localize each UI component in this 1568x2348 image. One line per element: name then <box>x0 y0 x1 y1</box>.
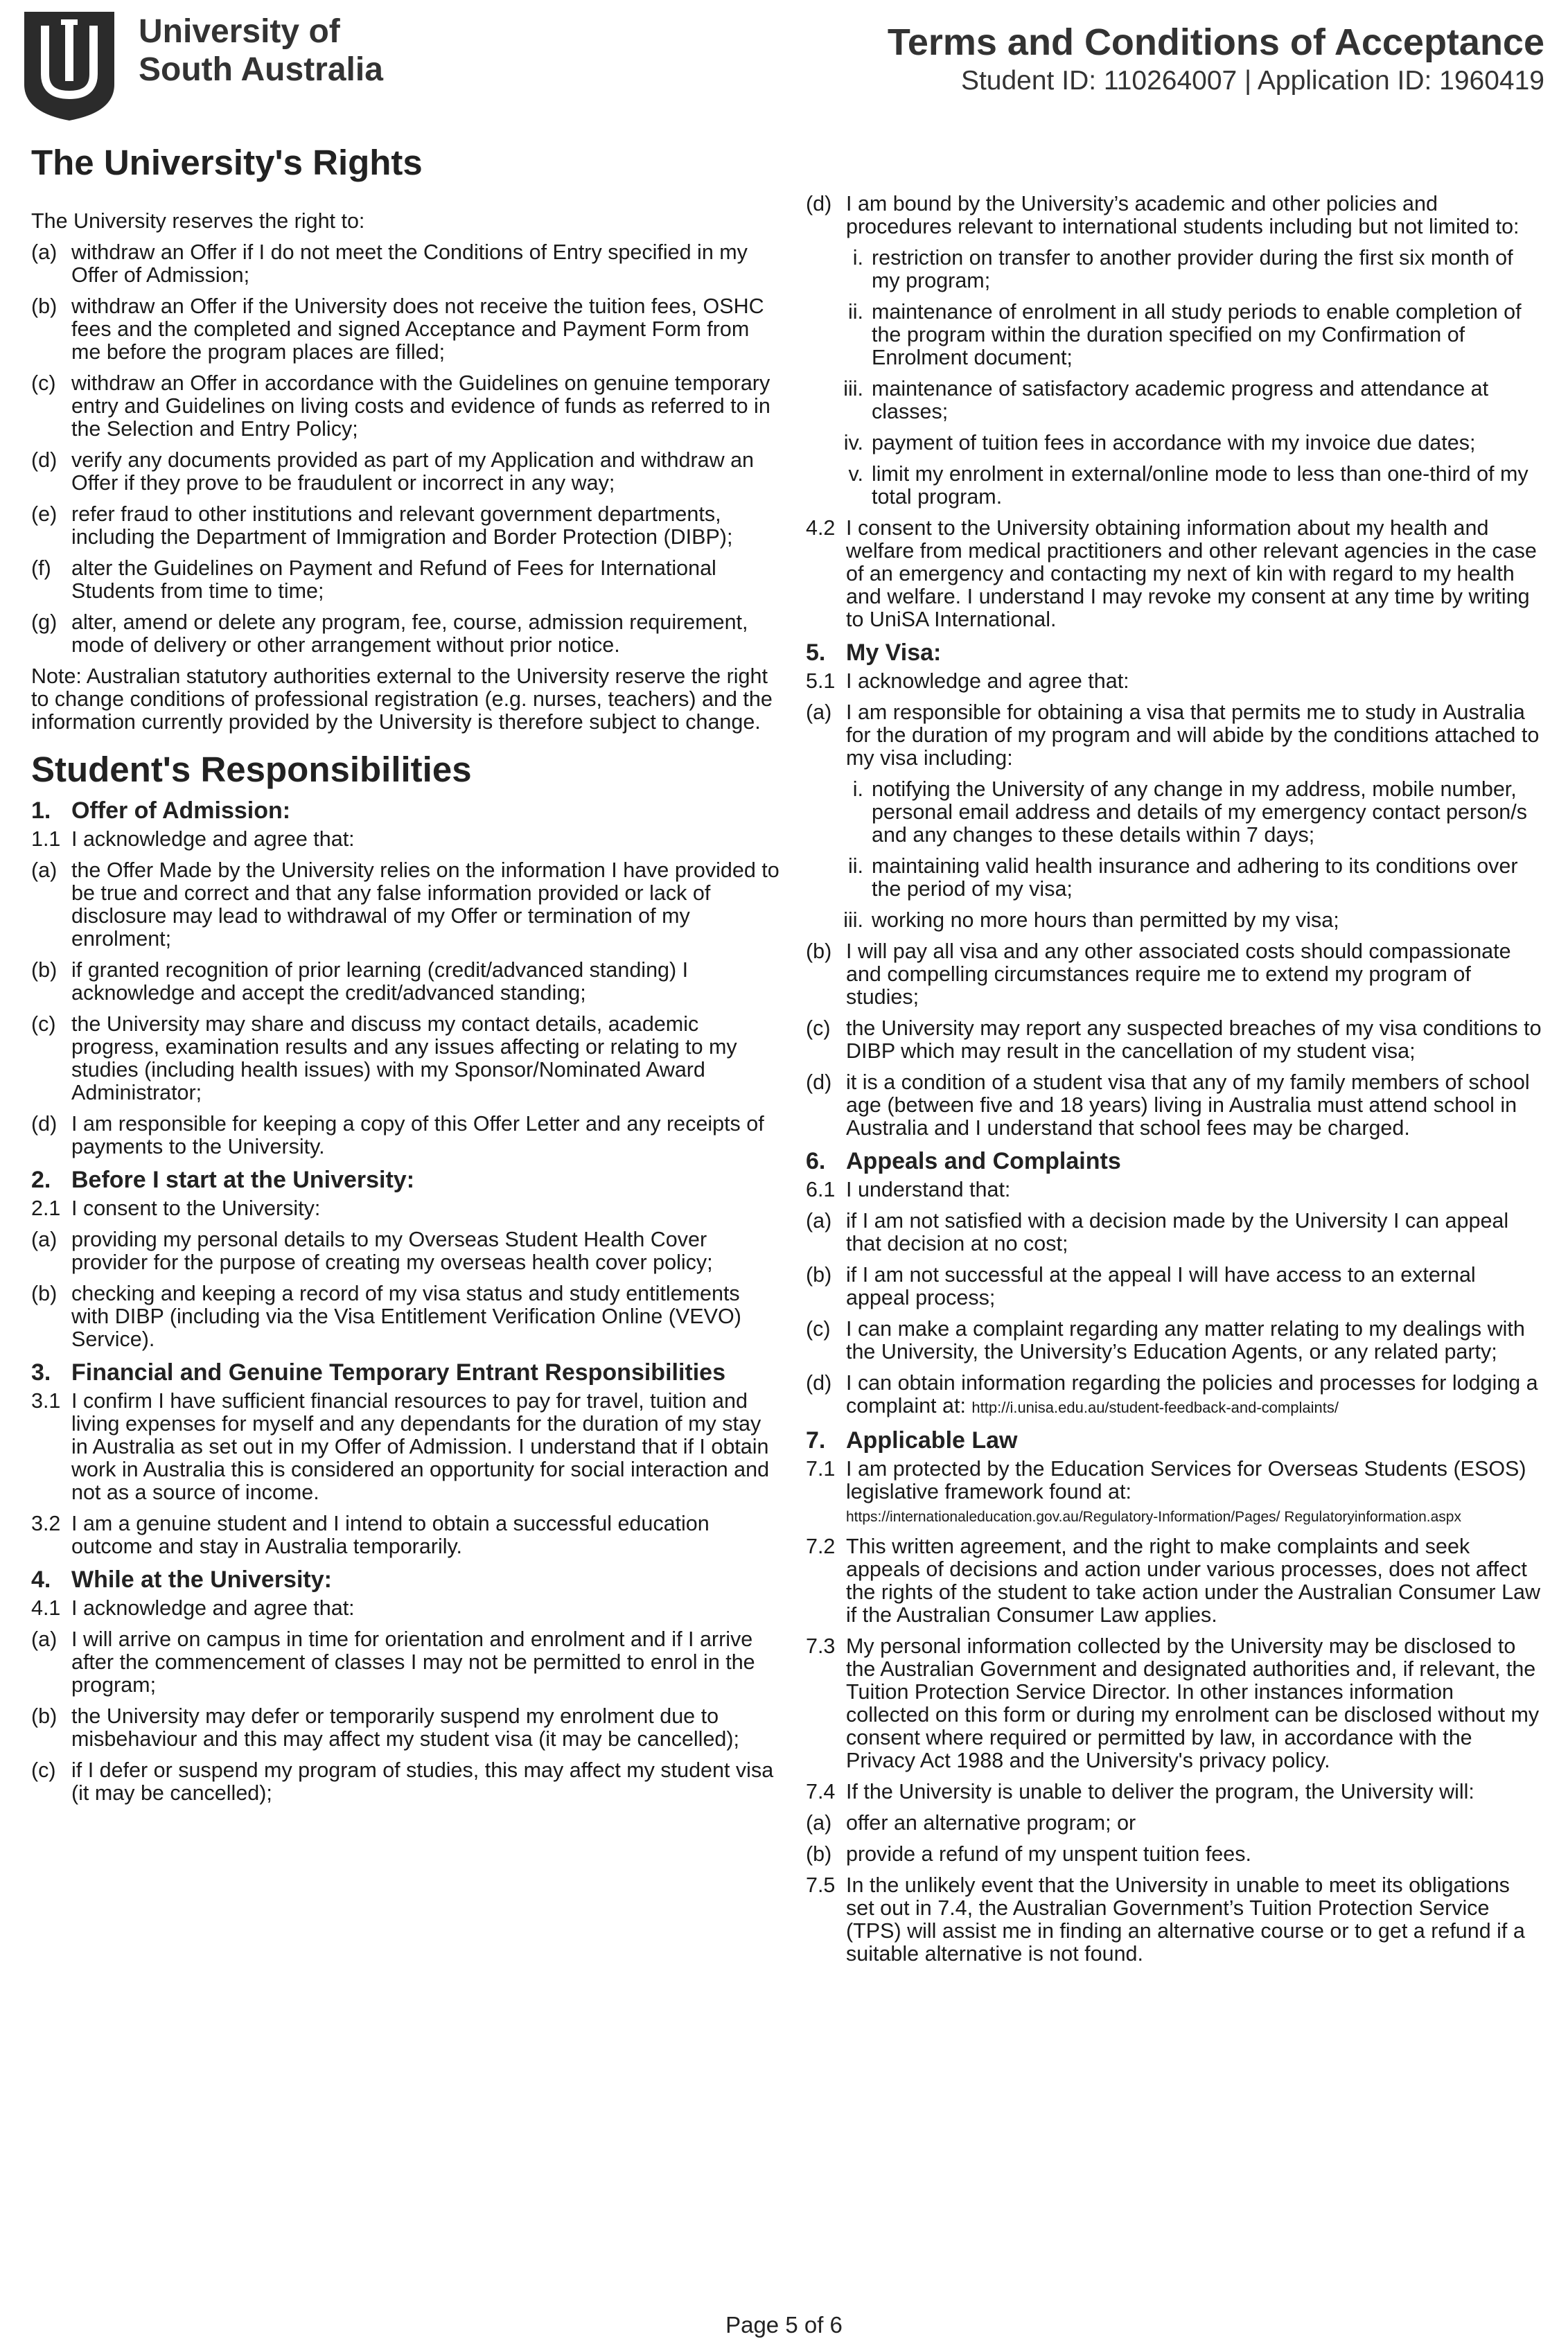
sub-list-item <box>806 378 1542 423</box>
item-label: (a) <box>806 1209 832 1233</box>
list-item <box>806 1264 1542 1309</box>
university-logo-icon <box>21 8 118 123</box>
section-number: 6. <box>806 1148 826 1174</box>
item-text: the University may defer or temporarily suspend my enrolment due to misbehaviour and this may affect my student visa (it may be cancelled); <box>71 1704 740 1751</box>
item-text: offer an alternative program; or <box>846 1811 1136 1835</box>
list-item <box>806 1843 1542 1866</box>
item-text: if I am not successful at the appeal I will have access to an external appeal process; <box>846 1263 1476 1309</box>
sub-list-item <box>806 909 1542 932</box>
list-item <box>31 1512 783 1558</box>
sub-list-item <box>806 778 1542 847</box>
item-text: I confirm I have sufficient financial resources to pay for travel, tuition and living expenses for myself and any dependants for the duration of my stay in Australia as set out in my Offer of Admission. I understand that if I obtain work in Australia this is considered an opportunity for social interaction and not as a source of income. <box>71 1389 770 1504</box>
item-text: the Offer Made by the University relies on the information I have provided to be true and correct and that any false information provided or lack of disclosure may lead to withdrawal of my Offer or termination of my enrolment; <box>71 858 779 951</box>
s71-text: I am protected by the Education Services for Overseas Students (ESOS) legislative framework found at: <box>846 1457 1526 1503</box>
item-label: 2.1 <box>31 1197 61 1220</box>
list-item <box>806 1372 1542 1419</box>
university-name-line2: South Australia <box>139 51 383 88</box>
item-label: 7.1 <box>806 1457 836 1481</box>
item-text: I acknowledge and agree that: <box>846 669 1129 693</box>
list-item <box>806 940 1542 1009</box>
list-item <box>806 1318 1542 1363</box>
item-label: (a) <box>31 1228 58 1251</box>
section-title: My Visa: <box>846 639 942 666</box>
list-item <box>31 372 783 441</box>
section-number: 4. <box>31 1566 51 1593</box>
complaints-link[interactable]: http://i.unisa.edu.au/student-feedback-and-complaints/ <box>971 1399 1339 1416</box>
list-item <box>806 1458 1542 1527</box>
item-label: i. <box>852 246 863 270</box>
item-label: 6.1 <box>806 1178 836 1201</box>
list-item <box>806 1210 1542 1255</box>
responsibilities-heading: Student's Responsibilities <box>31 750 472 789</box>
list-item <box>31 557 783 603</box>
item-label: (b) <box>806 1263 832 1287</box>
item-text: I consent to the University: <box>71 1197 321 1220</box>
item-text: withdraw an Offer if I do not meet the Conditions of Entry specified in my Offer of Admission; <box>71 240 748 287</box>
item-label: (c) <box>31 371 56 395</box>
rights-heading: The University's Rights <box>31 143 423 182</box>
item-text: I will pay all visa and any other associated costs should compassionate and compelling circumstances require me to extend my program of studies; <box>846 939 1511 1009</box>
university-name-line1: University of <box>139 13 340 50</box>
list-item <box>31 959 783 1005</box>
section-heading <box>806 1427 1542 1454</box>
section-number: 1. <box>31 797 51 824</box>
item-text: I can make a complaint regarding any matter relating to my dealings with the University, the University’s Education Agents, or any related party; <box>846 1317 1525 1363</box>
item-label: 7.4 <box>806 1780 836 1803</box>
item-label: ii. <box>847 854 863 878</box>
list-item <box>31 241 783 287</box>
item-text: withdraw an Offer if the University does not receive the tuition fees, OSHC fees and the completed and signed Acceptance and Payment Form from me before the program places are filled; <box>71 294 764 364</box>
list-item <box>31 859 783 951</box>
item-label: (d) <box>31 448 58 472</box>
item-label: 3.1 <box>31 1389 61 1413</box>
item-text: alter, amend or delete any program, fee, course, admission requirement, mode of delivery or other arrangement without prior notice. <box>71 610 748 657</box>
item-label: (d) <box>806 192 832 215</box>
section-number: 7. <box>806 1427 826 1454</box>
item-text <box>846 1458 1542 1527</box>
item-d-text: I can obtain information regarding the policies and processes for lodging a complaint at: <box>846 1371 1538 1418</box>
item-label: iv. <box>843 431 863 454</box>
item-label: (b) <box>31 958 58 982</box>
rights-note: Note: Australian statutory authorities external to the University reserve the right to change conditions of professional registration (e.g. nurses, teachers) and the information currently provided by the University is therefore subject to change. <box>31 664 773 734</box>
sub-list-item <box>806 432 1542 454</box>
item-text: it is a condition of a student visa that any of my family members of school age (between five and 18 years) living in Australia must attend school in Australia and I understand that school fees may be charged. <box>846 1070 1530 1140</box>
item-text: I acknowledge and agree that: <box>71 1596 355 1620</box>
list-item <box>806 193 1542 238</box>
list-item <box>31 1759 783 1805</box>
item-label: (f) <box>31 556 51 580</box>
list-item <box>31 1705 783 1751</box>
sub-list-item <box>806 247 1542 292</box>
item-text: I am responsible for keeping a copy of this Offer Letter and any receipts of payments to the University. <box>71 1112 764 1158</box>
item-label: (b) <box>31 1282 58 1305</box>
list-item <box>806 1812 1542 1835</box>
item-label: (d) <box>31 1112 58 1136</box>
item-label: (c) <box>31 1012 56 1036</box>
item-label: (a) <box>31 1627 58 1651</box>
page-number: Page 5 of 6 <box>725 2312 843 2338</box>
item-label: iii. <box>843 377 863 400</box>
section-title: Offer of Admission: <box>71 797 291 824</box>
section-heading <box>31 797 783 824</box>
list-item <box>806 1635 1542 1772</box>
item-text: alter the Guidelines on Payment and Refund of Fees for International Students from time to time; <box>71 556 716 603</box>
item-text: restriction on transfer to another provider during the first six month of my program; <box>872 246 1513 292</box>
item-label: 4.1 <box>31 1596 61 1620</box>
item-label: (a) <box>31 240 58 264</box>
list-item <box>806 1071 1542 1140</box>
rights-intro: The University reserves the right to: <box>31 209 365 233</box>
item-text: This written agreement, and the right to make complaints and seek appeals of decisions and action under various processes, does not affect the rights of the student to take action under the Australian Consumer Law if the Australian Consumer Law applies. <box>846 1535 1541 1627</box>
list-item <box>31 1628 783 1697</box>
section-heading <box>806 639 1542 666</box>
item-label: 7.2 <box>806 1535 836 1558</box>
item-label: (c) <box>806 1317 831 1341</box>
esos-link[interactable]: https://internationaleducation.gov.au/Regulatory-Information/Pages/ Regulatoryinformation.aspx <box>846 1509 1461 1525</box>
document-ids: Student ID: 110264007 | Application ID: 1960419 <box>960 66 1544 96</box>
item-text: notifying the University of any change in my address, mobile number, personal email address and details of my emergency contact person/s and any changes to these details within 7 days; <box>872 777 1527 847</box>
section-heading <box>31 1566 783 1593</box>
item-text: payment of tuition fees in accordance with my invoice due dates; <box>872 431 1476 454</box>
list-item <box>806 701 1542 770</box>
list-item <box>31 1390 783 1504</box>
sub-list-item <box>806 463 1542 509</box>
list-item <box>806 670 1542 693</box>
list-item <box>806 517 1542 631</box>
item-label: (a) <box>31 858 58 882</box>
item-text: maintaining valid health insurance and adhering to its conditions over the period of my visa; <box>872 854 1518 901</box>
item-text: I acknowledge and agree that: <box>71 827 355 851</box>
section-heading <box>31 1167 783 1193</box>
sub-list-item <box>806 855 1542 901</box>
section-title: Applicable Law <box>846 1427 1018 1454</box>
item-label: (d) <box>806 1070 832 1094</box>
list-item <box>31 1282 783 1351</box>
item-label: (c) <box>31 1758 56 1782</box>
item-text: limit my enrolment in external/online mode to less than one-third of my total program. <box>872 462 1529 509</box>
item-text: I am a genuine student and I intend to obtain a successful education outcome and stay in Australia temporarily. <box>71 1512 710 1558</box>
list-item <box>806 1781 1542 1803</box>
item-text: I understand that: <box>846 1178 1011 1201</box>
university-name <box>139 12 383 89</box>
item-label: (b) <box>806 1842 832 1866</box>
item-text: I consent to the University obtaining information about my health and welfare from medical practitioners and other relevant agencies in the case of an emergency and contacting my next of kin with regard to my health and welfare. I understand I may revoke my consent at any time by writing to UniSA International. <box>846 516 1537 631</box>
left-column <box>31 142 783 1813</box>
item-label: (e) <box>31 502 58 526</box>
section-title: Financial and Genuine Temporary Entrant Responsibilities <box>71 1359 725 1386</box>
item-text <box>846 1372 1542 1419</box>
list-item <box>31 1013 783 1104</box>
item-label: ii. <box>847 300 863 324</box>
list-item <box>31 295 783 364</box>
item-text: provide a refund of my unspent tuition fees. <box>846 1842 1251 1866</box>
section-number: 5. <box>806 639 826 666</box>
item-text: providing my personal details to my Overseas Student Health Cover provider for the purpose of creating my overseas health cover policy; <box>71 1228 713 1274</box>
item-label: 3.2 <box>31 1512 61 1535</box>
item-label: 5.1 <box>806 669 836 693</box>
list-item <box>31 611 783 657</box>
list-item <box>31 449 783 495</box>
list-item <box>31 1597 783 1620</box>
item-text: verify any documents provided as part of my Application and withdraw an Offer if they prove to be fraudulent or incorrect in any way; <box>71 448 754 495</box>
item-label: 1.1 <box>31 827 61 851</box>
section-heading <box>806 1148 1542 1174</box>
item-label: (g) <box>31 610 58 634</box>
item-text: withdraw an Offer in accordance with the Guidelines on genuine temporary entry and Guidelines on living costs and evidence of funds as referred to in the Selection and Entry Policy; <box>71 371 770 441</box>
item-label: (c) <box>806 1016 831 1040</box>
item-label: (b) <box>806 939 832 963</box>
item-text: I am responsible for obtaining a visa that permits me to study in Australia for the duration of my program and will abide by the conditions attached to my visa including: <box>846 700 1540 770</box>
item-label: (b) <box>31 294 58 318</box>
item-text: maintenance of satisfactory academic progress and attendance at classes; <box>872 377 1489 423</box>
item-text: I will arrive on campus in time for orientation and enrolment and if I arrive after the commencement of classes I may not be permitted to enrol in the program; <box>71 1627 755 1697</box>
section-title: While at the University: <box>71 1566 332 1593</box>
list-item <box>806 1017 1542 1063</box>
item-text: If the University is unable to deliver the program, the University will: <box>846 1780 1474 1803</box>
item-label: 7.5 <box>806 1873 836 1897</box>
item-text: working no more hours than permitted by my visa; <box>872 908 1339 932</box>
item-text: the University may share and discuss my contact details, academic progress, examination results and any issues affecting or relating to my studies (including health issues) with my Sponsor/Nominated Award Administrator; <box>71 1012 737 1104</box>
item-text: refer fraud to other institutions and relevant government departments, including the Department of Immigration and Border Protection (DIBP); <box>71 502 733 549</box>
right-column <box>806 193 1542 1974</box>
list-item <box>31 828 783 851</box>
item-label: i. <box>852 777 863 801</box>
list-item <box>31 1113 783 1158</box>
item-text: My personal information collected by the University may be disclosed to the Australian Government and designated authorities and, if relevant, the Tuition Protection Service Director. In other instances information collected on this form or during my enrolment can be disclosed without my consent where required or permitted by law, in accordance with the Privacy Act 1988 and the University's privacy policy. <box>846 1634 1540 1772</box>
list-item <box>31 503 783 549</box>
item-text: the University may report any suspected breaches of my visa conditions to DIBP which may result in the cancellation of my student visa; <box>846 1016 1542 1063</box>
item-label: (b) <box>31 1704 58 1728</box>
list-item <box>806 1179 1542 1201</box>
list-item <box>31 1228 783 1274</box>
sub-list-item <box>806 301 1542 369</box>
section-number: 2. <box>31 1167 51 1193</box>
list-item <box>806 1874 1542 1966</box>
item-text: if granted recognition of prior learning (credit/advanced standing) I acknowledge and accept the credit/advanced standing; <box>71 958 689 1005</box>
item-text: I am bound by the University’s academic and other policies and procedures relevant to international students including but not limited to: <box>846 192 1519 238</box>
item-label: (a) <box>806 1811 832 1835</box>
item-label: (d) <box>806 1371 832 1395</box>
item-text: if I am not satisfied with a decision made by the University I can appeal that decision at no cost; <box>846 1209 1509 1255</box>
item-text: checking and keeping a record of my visa status and study entitlements with DIBP (including via the Visa Entitlement Verification Online (VEVO) Service). <box>71 1282 741 1351</box>
item-label: 4.2 <box>806 516 836 540</box>
item-text: if I defer or suspend my program of studies, this may affect my student visa (it may be cancelled); <box>71 1758 774 1805</box>
section-title: Before I start at the University: <box>71 1167 415 1193</box>
section-number: 3. <box>31 1359 51 1386</box>
document-title: Terms and Conditions of Acceptance <box>887 21 1544 63</box>
item-label: iii. <box>843 908 863 932</box>
item-label: v. <box>848 462 863 486</box>
item-text: maintenance of enrolment in all study periods to enable completion of the program within the duration specified on my Confirmation of Enrolment document; <box>872 300 1522 369</box>
item-text: In the unlikely event that the University in unable to meet its obligations set out in 7.4, the Australian Government’s Tuition Protection Service (TPS) will assist me in finding an alternative course or to get a refund if a suitable alternative is not found. <box>846 1873 1525 1966</box>
section-heading <box>31 1359 783 1386</box>
section-title: Appeals and Complaints <box>846 1148 1121 1174</box>
item-label: 7.3 <box>806 1634 836 1658</box>
list-item <box>31 1197 783 1220</box>
item-label: (a) <box>806 700 832 724</box>
list-item <box>806 1535 1542 1627</box>
